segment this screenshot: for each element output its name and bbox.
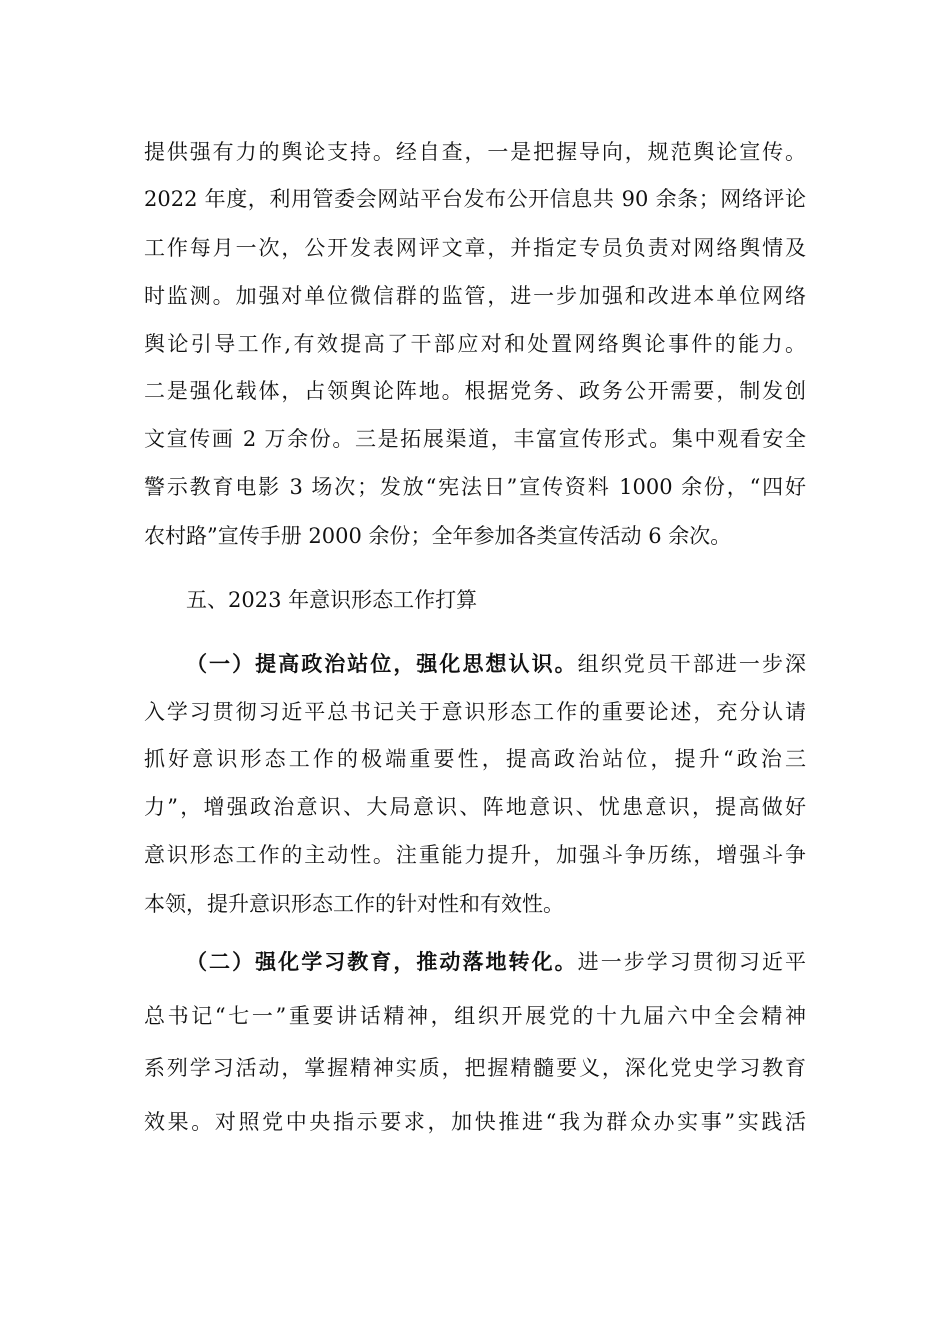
paragraph-line: 二是强化载体，占领舆论阵地。根据党务、政务公开需要，制发创 bbox=[144, 379, 806, 403]
section-heading: 五、2023 年意识形态工作打算 bbox=[186, 588, 478, 612]
subsection-first-line bbox=[186, 649, 806, 679]
paragraph-line: 意识形态工作的主动性。注重能力提升，加强斗争历练，增强斗争 bbox=[144, 843, 806, 867]
paragraph-line: 总书记“七一”重要讲话精神，组织开展党的十九届六中全会精神 bbox=[144, 1004, 806, 1028]
subsection-text: 组织党员干部进一步深 bbox=[577, 652, 807, 676]
paragraph-line: 本领，提升意识形态工作的针对性和有效性。 bbox=[144, 892, 564, 916]
paragraph-line: 文宣传画 2 万余份。三是拓展渠道，丰富宣传形式。集中观看安全 bbox=[144, 427, 806, 451]
paragraph-line: 抓好意识形态工作的极端重要性，提高政治站位，提升“政治三 bbox=[144, 747, 806, 771]
subsection-title: （一）提高政治站位，强化思想认识。 bbox=[186, 651, 578, 676]
paragraph-line: 工作每月一次，公开发表网评文章，并指定专员负责对网络舆情及 bbox=[144, 236, 806, 260]
paragraph-line: 警示教育电影 3 场次；发放“宪法日”宣传资料 1000 余份，“四好 bbox=[144, 475, 806, 499]
paragraph-line: 效果。对照党中央指示要求，加快推进“我为群众办实事”实践活 bbox=[144, 1110, 806, 1134]
paragraph-line: 时监测。加强对单位微信群的监管，进一步加强和改进本单位网络 bbox=[144, 284, 806, 308]
paragraph-line: 入学习贯彻习近平总书记关于意识形态工作的重要论述，充分认请 bbox=[144, 700, 806, 724]
paragraph-line: 舆论引导工作,有效提高了干部应对和处置网络舆论事件的能力。 bbox=[144, 332, 806, 356]
paragraph-line: 2022 年度，利用管委会网站平台发布公开信息共 90 余条；网络评论 bbox=[144, 187, 806, 211]
paragraph-line: 力”，增强政治意识、大局意识、阵地意识、忧患意识，提高做好 bbox=[144, 795, 806, 819]
paragraph-line: 系列学习活动，掌握精神实质，把握精髓要义，深化党史学习教育 bbox=[144, 1056, 806, 1080]
subsection-first-line bbox=[186, 947, 806, 977]
subsection-text: 进一步学习贯彻习近平 bbox=[577, 950, 807, 974]
paragraph-line: 提供强有力的舆论支持。经自查，一是把握导向，规范舆论宣传。 bbox=[144, 140, 806, 164]
subsection-title: （二）强化学习教育，推动落地转化。 bbox=[186, 949, 578, 974]
paragraph-line: 农村路”宣传手册 2000 余份；全年参加各类宣传活动 6 余次。 bbox=[144, 524, 732, 548]
